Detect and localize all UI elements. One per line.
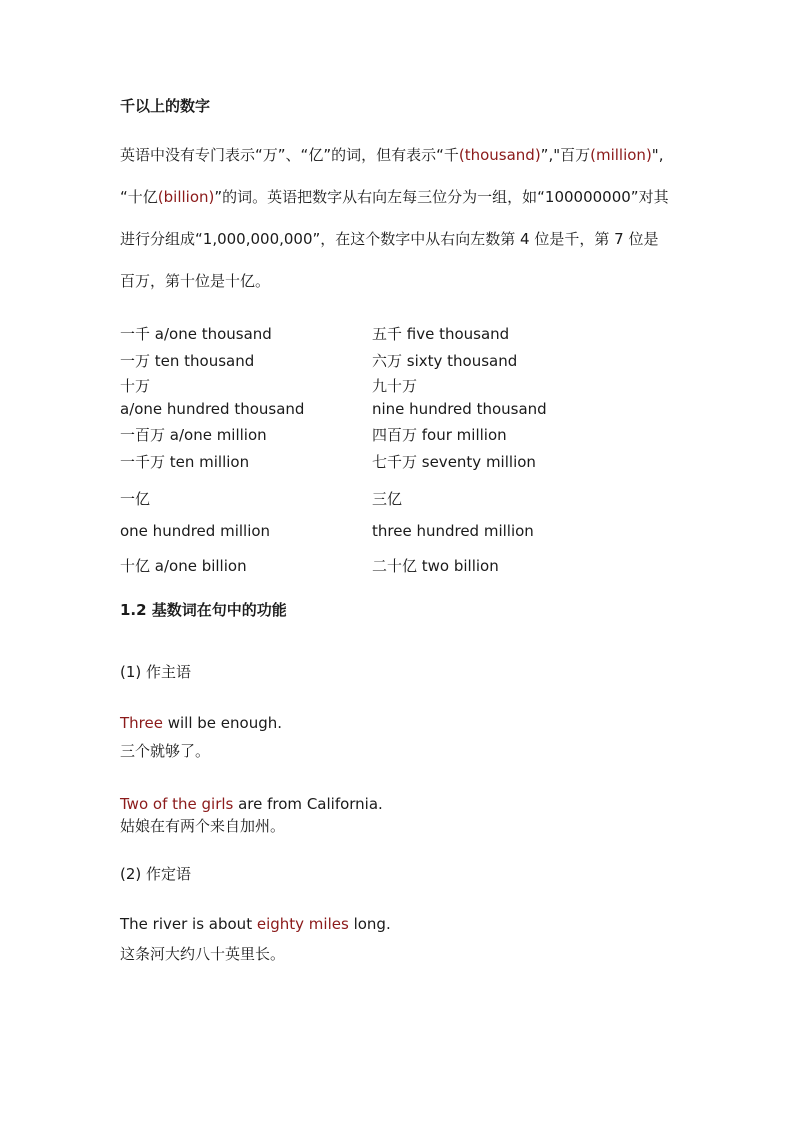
table-cell-right: 二十亿 two billion: [372, 557, 499, 575]
example-sentence: [120, 794, 383, 814]
table-cell-right: nine hundred thousand: [372, 400, 547, 418]
table-cell-right: 七千万 seventy million: [372, 453, 536, 471]
text: long.: [348, 915, 391, 933]
table-cell-right: 五千 five thousand: [372, 325, 510, 343]
example-sentence: [120, 914, 391, 934]
table-cell-right: 三亿: [372, 490, 403, 508]
text: The river is about: [120, 915, 257, 933]
example-translation: 三个就够了。: [120, 742, 211, 760]
text: will be enough.: [162, 714, 283, 732]
table-cell-left: 十万: [120, 377, 151, 395]
subheading-as-subject: (1) 作主语: [120, 663, 192, 681]
table-cell-right: 九十万: [372, 377, 418, 395]
highlight-million: (million): [590, 146, 652, 164]
example-sentence: [120, 713, 282, 733]
intro-paragraph-line-2: [120, 187, 669, 207]
intro-paragraph-line-1: [120, 145, 663, 165]
intro-paragraph-line-3: 进行分组成“1,000,000,000”，在这个数字中从右向左数第 4 位是千，第 7 位是: [120, 230, 659, 248]
text: are from California.: [233, 795, 383, 813]
table-cell-left: 一万 ten thousand: [120, 352, 255, 370]
table-cell-right: three hundred million: [372, 522, 534, 540]
text: ”,"百万: [540, 146, 591, 164]
intro-paragraph-line-4: 百万，第十位是十亿。: [120, 272, 271, 290]
example-translation: 姑娘在有两个来自加州。: [120, 817, 286, 835]
table-cell-left: 一亿: [120, 490, 151, 508]
table-cell-left: a/one hundred thousand: [120, 400, 305, 418]
table-cell-right: 四百万 four million: [372, 426, 507, 444]
highlight-phrase: eighty miles: [256, 915, 349, 933]
highlight-thousand: (thousand): [458, 146, 541, 164]
text: 英语中没有专门表示“万”、“亿”的词，但有表示“千: [120, 146, 459, 164]
text: ",: [651, 146, 664, 164]
highlight-phrase: Three: [120, 714, 163, 732]
highlight-phrase: Two of the girls: [120, 795, 234, 813]
table-cell-right: 六万 sixty thousand: [372, 352, 518, 370]
highlight-billion: (billion): [157, 188, 215, 206]
subheading-as-attribute: (2) 作定语: [120, 865, 192, 883]
text: ”的词。英语把数字从右向左每三位分为一组，如“100000000”对其: [214, 188, 669, 206]
section-title-cardinal-functions: 1.2 基数词在句中的功能: [120, 601, 287, 619]
table-cell-left: 一千 a/one thousand: [120, 325, 272, 343]
text: “十亿: [120, 188, 158, 206]
section-title-numbers-above-thousand: 千以上的数字: [120, 97, 211, 115]
table-cell-left: 十亿 a/one billion: [120, 557, 247, 575]
table-cell-left: 一千万 ten million: [120, 453, 250, 471]
table-cell-left: one hundred million: [120, 522, 271, 540]
table-cell-left: 一百万 a/one million: [120, 426, 267, 444]
example-translation: 这条河大约八十英里长。: [120, 945, 286, 963]
